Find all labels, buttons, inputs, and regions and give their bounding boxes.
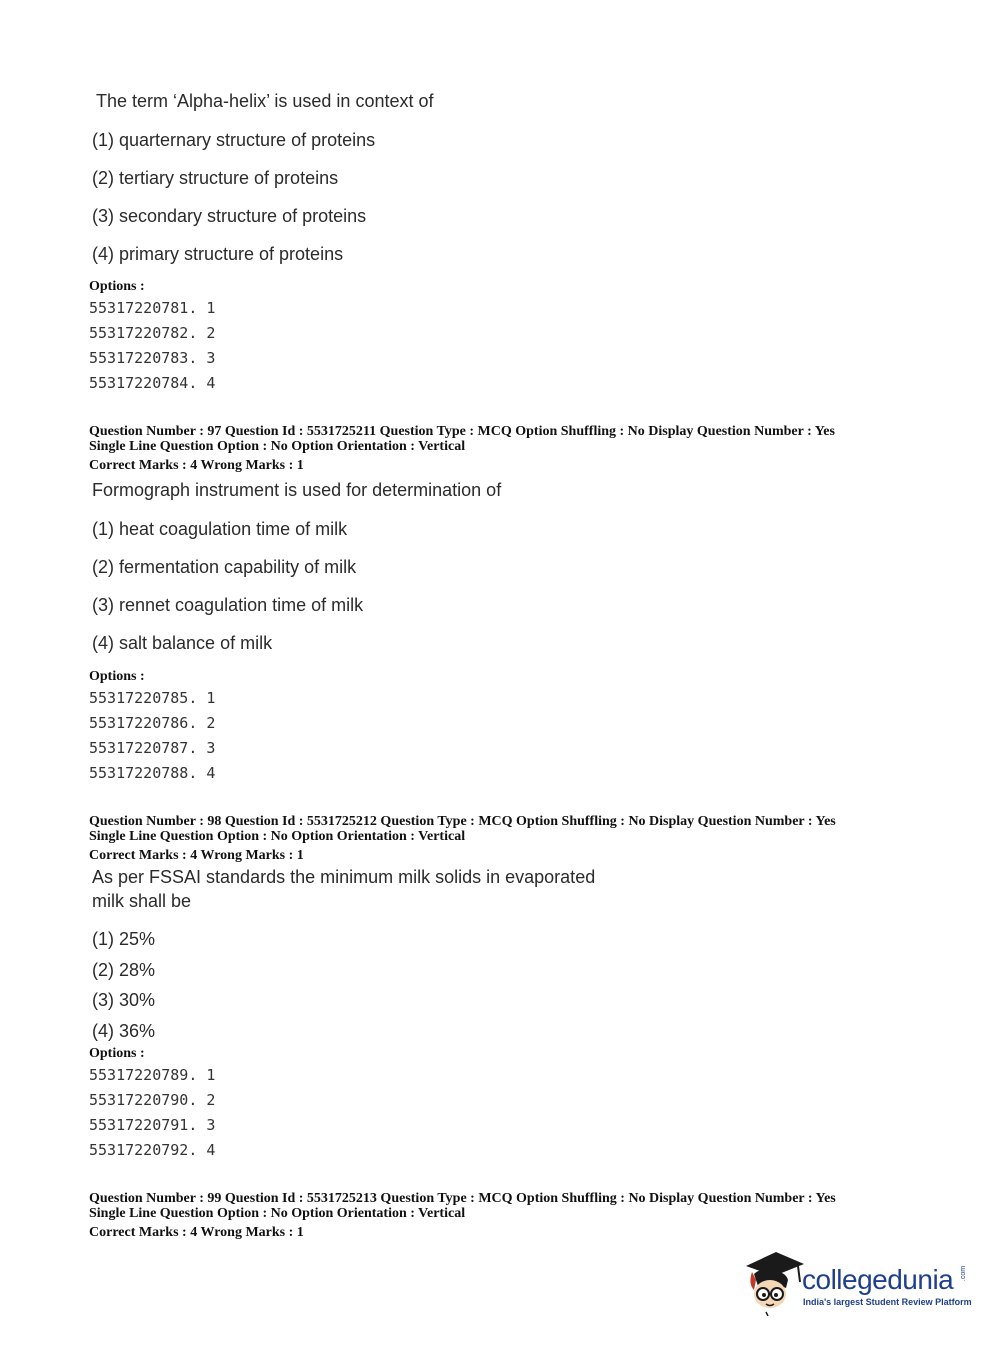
q97-option-id-1: 55317220785. 1 [89, 689, 216, 707]
q97-option-id-2: 55317220786. 2 [89, 714, 216, 732]
q98-stem-line2: milk shall be [92, 891, 192, 911]
q99-marks: Correct Marks : 4 Wrong Marks : 1 [89, 1225, 304, 1240]
q98-meta-line1: Question Number : 98 Question Id : 5531725212 Question Type : MCQ Option Shuffling : No Display Question Number : Yes [89, 814, 836, 829]
q98-stem-line1: As per FSSAI standards the minimum milk solids in evaporated [92, 867, 596, 887]
q97-choice-3: (3) rennet coagulation time of milk [92, 595, 364, 615]
logo-com-suffix: .com [960, 1265, 968, 1282]
q97-option-id-3: 55317220787. 3 [89, 739, 216, 757]
q96-choice-2: (2) tertiary structure of proteins [92, 168, 339, 188]
q97-meta-line1: Question Number : 97 Question Id : 5531725211 Question Type : MCQ Option Shuffling : No Display Question Number : Yes [89, 424, 835, 439]
q98-choice-3: (3) 30% [92, 990, 156, 1010]
q97-choice-2: (2) fermentation capability of milk [92, 557, 357, 577]
q98-marks: Correct Marks : 4 Wrong Marks : 1 [89, 848, 304, 863]
q98-choice-1: (1) 25% [92, 929, 156, 949]
q96-choice-1: (1) quarternary structure of proteins [92, 130, 376, 150]
q99-meta-line2: Single Line Question Option : No Option Orientation : Vertical [89, 1206, 466, 1221]
q96-stem: The term ‘Alpha-helix’ is used in context of [96, 91, 434, 111]
q97-stem: Formograph instrument is used for determination of [92, 480, 502, 500]
q97-meta-line2: Single Line Question Option : No Option Orientation : Vertical [89, 439, 466, 454]
q96-option-id-4: 55317220784. 4 [89, 374, 216, 392]
q98-option-id-3: 55317220791. 3 [89, 1116, 216, 1134]
mascot-icon [742, 1250, 804, 1316]
q96-option-id-2: 55317220782. 2 [89, 324, 216, 342]
q98-choice-4: (4) 36% [92, 1021, 156, 1041]
q96-options-label: Options : [89, 279, 145, 294]
q97-choice-4: (4) salt balance of milk [92, 633, 273, 653]
q98-choice-2: (2) 28% [92, 960, 156, 980]
q97-option-id-4: 55317220788. 4 [89, 764, 216, 782]
q97-choice-1: (1) heat coagulation time of milk [92, 519, 348, 539]
q96-option-id-1: 55317220781. 1 [89, 299, 216, 317]
q96-option-id-3: 55317220783. 3 [89, 349, 216, 367]
q96-choice-4: (4) primary structure of proteins [92, 244, 344, 264]
q97-options-label: Options : [89, 669, 145, 684]
q96-choice-3: (3) secondary structure of proteins [92, 206, 367, 226]
q97-marks: Correct Marks : 4 Wrong Marks : 1 [89, 458, 304, 473]
logo-wordmark: collegedunia [802, 1264, 954, 1295]
q98-option-id-2: 55317220790. 2 [89, 1091, 216, 1109]
logo-tagline: India's largest Student Review Platform [803, 1297, 972, 1307]
q98-options-label: Options : [89, 1046, 145, 1061]
q98-option-id-4: 55317220792. 4 [89, 1141, 216, 1159]
q99-meta-line1: Question Number : 99 Question Id : 5531725213 Question Type : MCQ Option Shuffling : No Display Question Number : Yes [89, 1191, 836, 1206]
q98-meta-line2: Single Line Question Option : No Option Orientation : Vertical [89, 829, 466, 844]
q98-option-id-1: 55317220789. 1 [89, 1066, 216, 1084]
collegedunia-logo [742, 1250, 972, 1320]
